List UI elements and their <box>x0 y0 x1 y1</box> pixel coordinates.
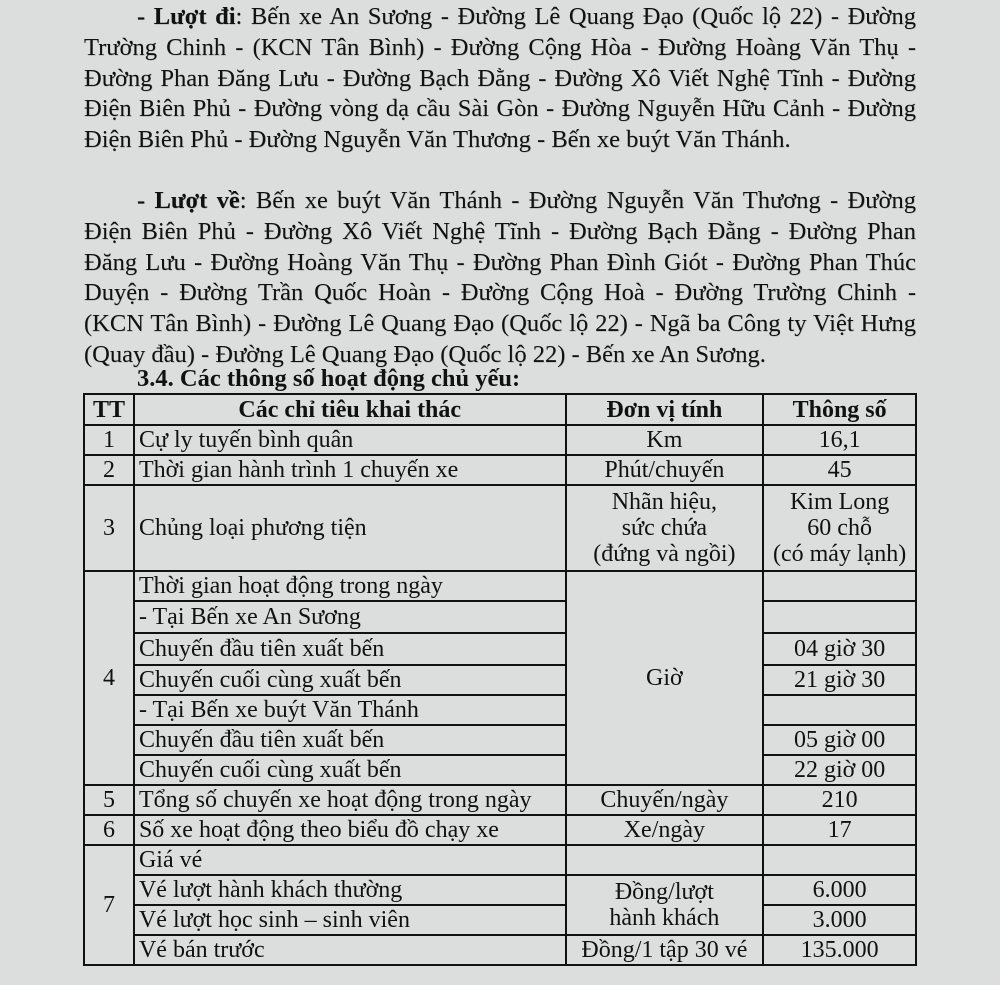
row-unit: Km <box>566 425 764 455</box>
operating-parameters-table <box>83 393 917 966</box>
row-indicator: Vé bán trước <box>134 935 566 965</box>
table-row <box>84 633 916 665</box>
table-row <box>84 425 916 455</box>
section-heading: 3.4. Các thông số hoạt động chủ yếu: <box>137 365 521 392</box>
table-row <box>84 485 916 571</box>
row-indicator: Chủng loại phương tiện <box>134 485 566 571</box>
unit-line: sức chứa <box>621 515 708 541</box>
row-value: 3.000 <box>763 905 916 935</box>
row-number: 4 <box>84 571 134 785</box>
row-indicator: Thời gian hoạt động trong ngày <box>134 571 566 601</box>
row-unit <box>566 845 764 875</box>
return-route-paragraph <box>84 186 916 371</box>
row-indicator: Chuyến đầu tiên xuất bến <box>134 725 566 755</box>
row-indicator: Vé lượt học sinh – sinh viên <box>134 905 566 935</box>
unit-line: hành khách <box>609 905 720 931</box>
row-indicator: Chuyến cuối cùng xuất bến <box>134 665 566 695</box>
row-value: 16,1 <box>763 425 916 455</box>
outbound-route-text: : Bến xe An Sương - Đường Lê Quang Đạo (Quốc lộ 22) - Đường Trường Chinh - (KCN Tân Bình) - Đường Cộng Hòa - Đường Hoàng Văn Thụ - Đường Phan Đăng Lưu - Đường Bạch Đằng - Đường Xô Viết Nghệ Tĩnh - Đường Điện Biên Phủ - Đường vòng dạ cầu Sài Gòn - Đường Nguyễn Hữu Cảnh - Đường Điện Biên Phủ - Đường Nguyễn Văn Thương - Bến xe buýt Văn Thánh. <box>84 3 916 154</box>
unit-line: Đồng/lượt <box>614 879 714 905</box>
value-line: 60 chỗ <box>807 515 872 541</box>
table-row <box>84 665 916 695</box>
row-number: 7 <box>84 845 134 965</box>
row-unit: Phút/chuyến <box>566 455 764 485</box>
row-value <box>763 571 916 601</box>
row-value <box>763 601 916 633</box>
row-value: 135.000 <box>763 935 916 965</box>
table-row <box>84 455 916 485</box>
table-row <box>84 845 916 875</box>
row-value <box>763 485 916 571</box>
row-number: 1 <box>84 425 134 455</box>
table-row <box>84 815 916 845</box>
table-row <box>84 755 916 785</box>
value-line: (có máy lạnh) <box>772 541 907 567</box>
row-indicator: Thời gian hành trình 1 chuyến xe <box>134 455 566 485</box>
header-value: Thông số <box>763 394 916 425</box>
return-route-text: : Bến xe buýt Văn Thánh - Đường Nguyễn Văn Thương - Đường Điện Biên Phủ - Đường Xô Viết Nghệ Tĩnh - Đường Bạch Đằng - Đường Phan Đăng Lưu - Đường Hoàng Văn Thụ - Đường Phan Đình Giót - Đường Phan Thúc Duyện - Đường Trần Quốc Hoàn - Đường Cộng Hoà - Đường Trường Chinh - (KCN Tân Bình) - Đường Lê Quang Đạo (Quốc lộ 22) - Ngã ba Công ty Việt Hưng (Quay đầu) - Đường Lê Quang Đạo (Quốc lộ 22) - Bến xe An Sương. <box>84 187 916 368</box>
row-indicator: - Tại Bến xe An Sương <box>134 601 566 633</box>
row-indicator: Cự ly tuyến bình quân <box>134 425 566 455</box>
outbound-label: - Lượt đi <box>137 3 236 30</box>
table-row <box>84 905 916 935</box>
return-label: - Lượt về <box>137 187 240 214</box>
row-unit <box>566 875 764 935</box>
row-value: 17 <box>763 815 916 845</box>
row-indicator: Số xe hoạt động theo biểu đồ chạy xe <box>134 815 566 845</box>
row-value <box>763 845 916 875</box>
row-unit: Giờ <box>566 571 764 785</box>
table-row <box>84 785 916 815</box>
row-indicator: - Tại Bến xe buýt Văn Thánh <box>134 695 566 725</box>
unit-line: Nhãn hiệu, <box>611 489 718 515</box>
unit-line: (đứng và ngồi) <box>593 541 736 567</box>
header-indicator: Các chỉ tiêu khai thác <box>134 394 566 425</box>
row-value: 04 giờ 30 <box>763 633 916 665</box>
row-value: 21 giờ 30 <box>763 665 916 695</box>
row-indicator: Vé lượt hành khách thường <box>134 875 566 905</box>
row-unit: Chuyến/ngày <box>566 785 764 815</box>
row-unit <box>566 485 764 571</box>
row-number: 2 <box>84 455 134 485</box>
row-number: 5 <box>84 785 134 815</box>
row-value: 6.000 <box>763 875 916 905</box>
row-number: 6 <box>84 815 134 845</box>
row-indicator: Chuyến đầu tiên xuất bến <box>134 633 566 665</box>
table-row <box>84 695 916 725</box>
header-unit: Đơn vị tính <box>566 394 764 425</box>
table-row <box>84 571 916 601</box>
table-row <box>84 725 916 755</box>
outbound-route-paragraph <box>84 2 916 156</box>
row-unit: Đồng/1 tập 30 vé <box>566 935 764 965</box>
row-value: 22 giờ 00 <box>763 755 916 785</box>
row-value <box>763 695 916 725</box>
table-row <box>84 935 916 965</box>
row-value: 05 giờ 00 <box>763 725 916 755</box>
row-value: 45 <box>763 455 916 485</box>
table-row <box>84 601 916 633</box>
row-indicator: Giá vé <box>134 845 566 875</box>
table-row <box>84 875 916 905</box>
table-header-row <box>84 394 916 425</box>
value-line: Kim Long <box>789 489 890 515</box>
row-number: 3 <box>84 485 134 571</box>
row-indicator: Chuyến cuối cùng xuất bến <box>134 755 566 785</box>
row-unit: Xe/ngày <box>566 815 764 845</box>
row-value: 210 <box>763 785 916 815</box>
header-tt: TT <box>84 394 134 425</box>
row-indicator: Tổng số chuyến xe hoạt động trong ngày <box>134 785 566 815</box>
